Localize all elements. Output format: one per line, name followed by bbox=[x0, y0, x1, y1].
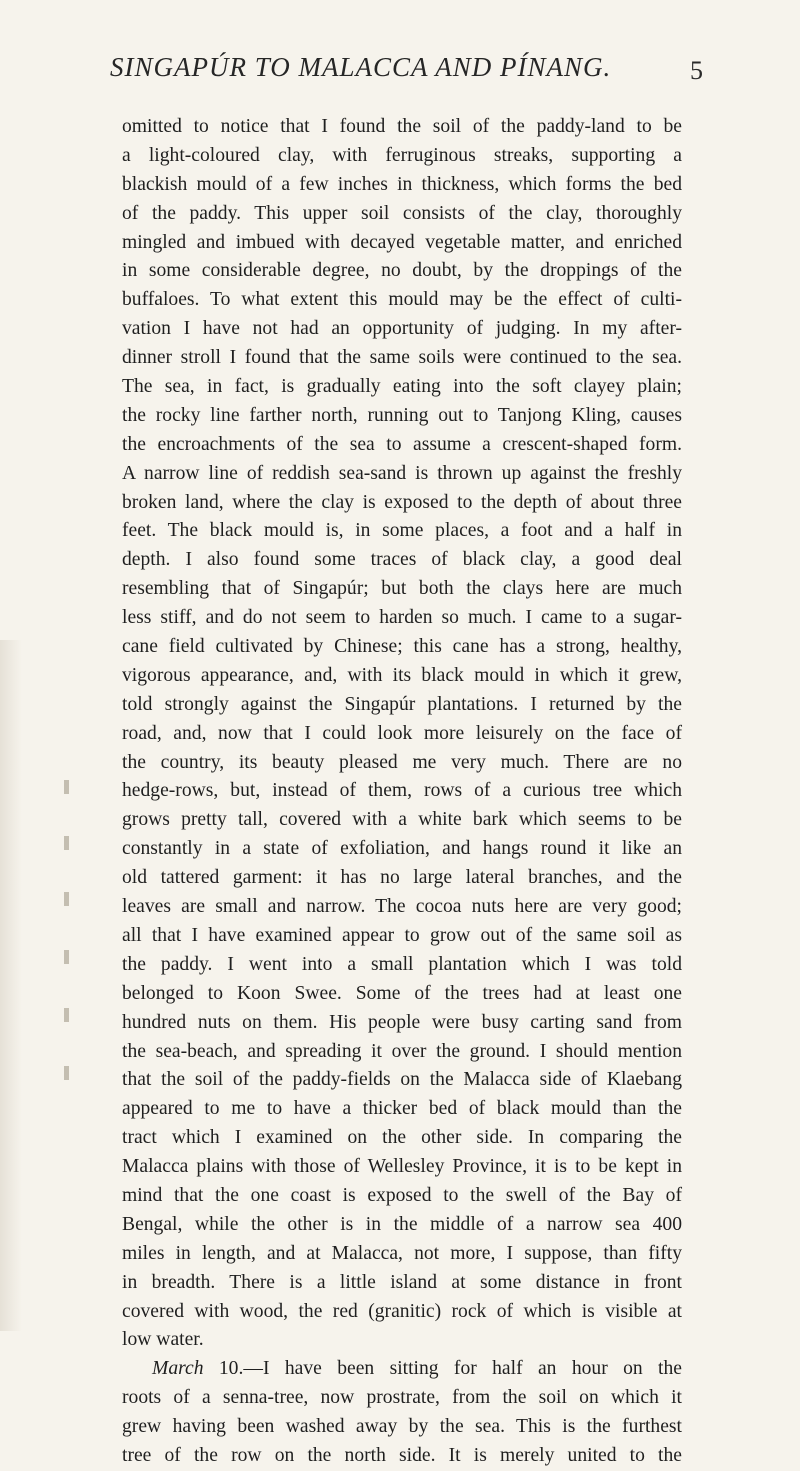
text-line: buffaloes. To what extent this mould may be the effect of culti- bbox=[122, 289, 682, 311]
text-line: road, and, now that I could look more leisurely on the face of bbox=[122, 722, 682, 744]
text-line: belonged to Koon Swee. Some of the trees had at least one bbox=[122, 982, 682, 1004]
text-line: grows pretty tall, covered with a white bark which seems to be bbox=[122, 809, 682, 831]
gutter-shadow bbox=[0, 640, 22, 1331]
text-line: hundred nuts on them. His people were busy carting sand from bbox=[122, 1011, 682, 1033]
page-number: 5 bbox=[690, 56, 703, 85]
body-text bbox=[122, 113, 682, 1471]
march-entry-line bbox=[122, 1355, 682, 1384]
text-line: a light-coloured clay, with ferruginous streaks, supporting a bbox=[122, 144, 682, 166]
text-line: all that I have examined appear to grow out of the same soil as bbox=[122, 924, 682, 946]
text-line: covered with wood, the red (granitic) rock of which is visible at bbox=[122, 1300, 682, 1322]
text-line: low water. bbox=[122, 1329, 204, 1351]
text-line: blackish mould of a few inches in thickness, which forms the bed bbox=[122, 173, 682, 195]
text-line: of the paddy. This upper soil consists of the clay, thoroughly bbox=[122, 202, 682, 224]
text-line: vation I have not had an opportunity of judging. In my after- bbox=[122, 318, 682, 340]
text-line: appeared to me to have a thicker bed of black mould than the bbox=[122, 1098, 682, 1120]
text-line: in breadth. There is a little island at some distance in front bbox=[122, 1271, 682, 1293]
text-line: grew having been washed away by the sea. This is the furthest bbox=[122, 1416, 682, 1438]
text-line: old tattered garment: it has no large lateral branches, and the bbox=[122, 867, 682, 889]
text-line: that the soil of the paddy-fields on the Malacca side of Klaebang bbox=[122, 1069, 682, 1091]
text-line: mind that the one coast is exposed to the swell of the Bay of bbox=[122, 1184, 682, 1206]
text-line: Bengal, while the other is in the middle of a narrow sea 400 bbox=[122, 1213, 682, 1235]
text-line: constantly in a state of exfoliation, and hangs round it like an bbox=[122, 838, 682, 860]
text-line: dinner stroll I found that the same soils were continued to the sea. bbox=[122, 347, 682, 369]
text-line: the country, its beauty pleased me very much. There are no bbox=[122, 751, 682, 773]
text-line: vigorous appearance, and, with its black mould in which it grew, bbox=[122, 664, 682, 686]
text-line: resembling that of Singapúr; but both the clays here are much bbox=[122, 578, 682, 600]
text-line: A narrow line of reddish sea-sand is thrown up against the freshly bbox=[122, 462, 682, 484]
text-line: feet. The black mould is, in some places, a foot and a half in bbox=[122, 520, 682, 542]
text-line: miles in length, and at Malacca, not more, I suppose, than fifty bbox=[122, 1242, 682, 1264]
entry-text: 10.—I have been sitting for half an hour on the bbox=[203, 1358, 682, 1380]
entry-date: March bbox=[152, 1358, 204, 1380]
text-line: the rocky line farther north, running out to Tanjong Kling, causes bbox=[122, 404, 682, 426]
text-line: leaves are small and narrow. The cocoa nuts here are very good; bbox=[122, 896, 682, 918]
page-edge-marks bbox=[64, 780, 72, 1110]
text-line: tree of the row on the north side. It is merely united to the bbox=[122, 1444, 682, 1466]
text-line: told strongly against the Singapúr plantations. I returned by the bbox=[122, 693, 682, 715]
text-line: mingled and imbued with decayed vegetable matter, and enriched bbox=[122, 231, 682, 253]
text-line: less stiff, and do not seem to harden so much. I came to a sugar- bbox=[122, 607, 682, 629]
text-line: cane field cultivated by Chinese; this cane has a strong, healthy, bbox=[122, 636, 682, 658]
text-line: the sea-beach, and spreading it over the ground. I should mention bbox=[122, 1040, 682, 1062]
text-line: the encroachments of the sea to assume a crescent-shaped form. bbox=[122, 433, 682, 455]
running-head: SINGAPÚR TO MALACCA AND PÍNANG. bbox=[110, 52, 612, 82]
text-line: omitted to notice that I found the soil of the paddy-land to be bbox=[122, 116, 682, 137]
text-line: in some considerable degree, no doubt, by the droppings of the bbox=[122, 260, 682, 282]
text-line: broken land, where the clay is exposed to the depth of about three bbox=[122, 491, 682, 513]
text-line: Malacca plains with those of Wellesley Province, it is to be kept in bbox=[122, 1156, 682, 1178]
text-line: hedge-rows, but, instead of them, rows of a curious tree which bbox=[122, 780, 682, 802]
text-line: tract which I examined on the other side. In comparing the bbox=[122, 1127, 682, 1149]
text-line: the paddy. I went into a small plantation which I was told bbox=[122, 953, 682, 975]
text-line: roots of a senna-tree, now prostrate, from the soil on which it bbox=[122, 1387, 682, 1409]
text-line: The sea, in fact, is gradually eating into the soft clayey plain; bbox=[122, 376, 682, 398]
text-line: depth. I also found some traces of black clay, a good deal bbox=[122, 549, 682, 571]
